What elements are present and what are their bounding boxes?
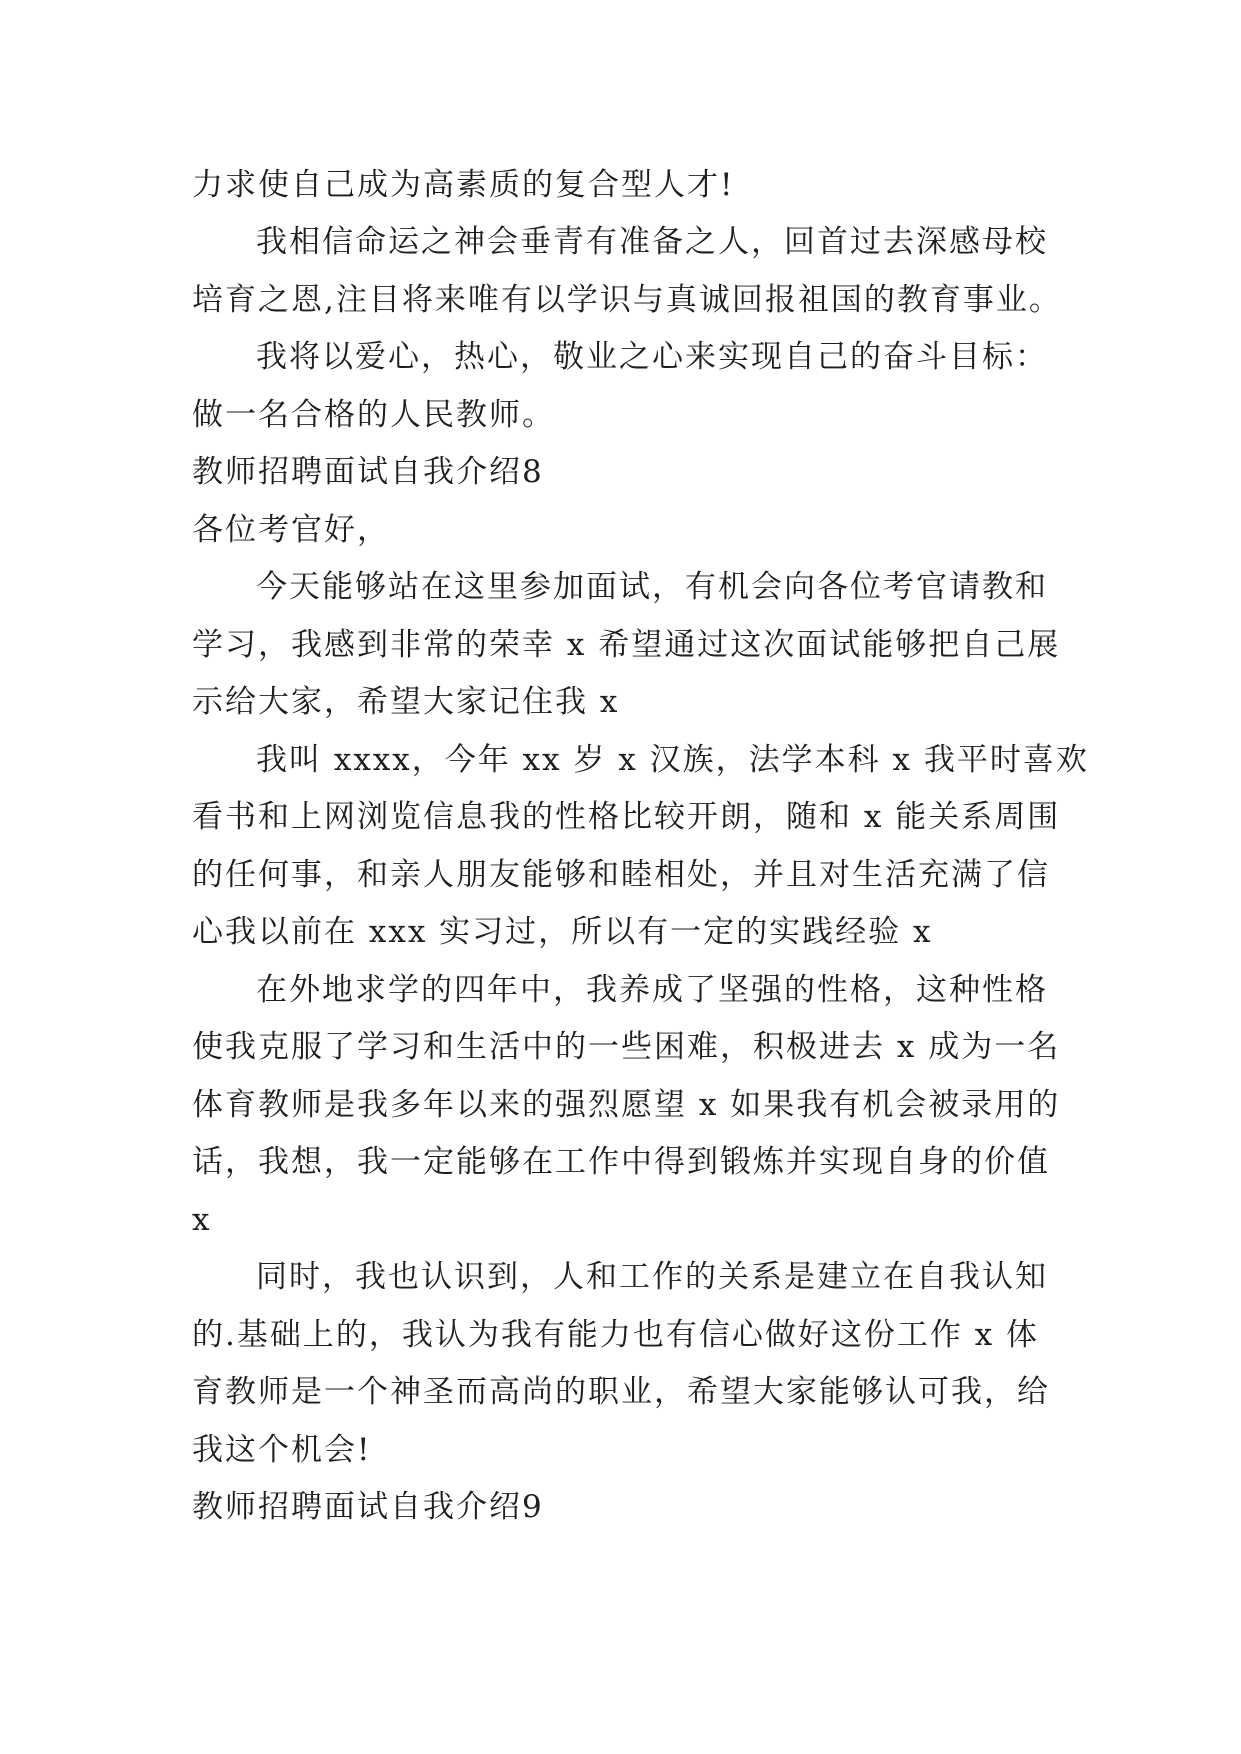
paragraph-line: 体育教师是我多年以来的强烈愿望 x 如果我有机会被录用的 bbox=[192, 1087, 1061, 1123]
paragraph-line: 看书和上网浏览信息我的性格比较开朗，随和 x 能关系周围 bbox=[192, 799, 1061, 835]
paragraph-line: 学习，我感到非常的荣幸 x 希望通过这次面试能够把自己展 bbox=[192, 627, 1061, 663]
section-heading: 教师招聘面试自我介绍9 bbox=[192, 1489, 544, 1525]
paragraph-line: 心我以前在 xxx 实习过，所以有一定的实践经验 x bbox=[192, 914, 933, 950]
paragraph-line: 今天能够站在这里参加面试，有机会向各位考官请教和 bbox=[256, 569, 1048, 605]
paragraph-line: 同时，我也认识到，人和工作的关系是建立在自我认知 bbox=[256, 1259, 1048, 1295]
greeting-line: 各位考官好， bbox=[192, 512, 390, 548]
paragraph-line: 育教师是一个神圣而高尚的职业，希望大家能够认可我，给 bbox=[192, 1374, 1050, 1410]
paragraph-line: 的.基础上的，我认为我有能力也有信心做好这份工作 x 体 bbox=[192, 1317, 1040, 1353]
paragraph-line: 我这个机会! bbox=[192, 1432, 372, 1468]
paragraph-line: 做一名合格的人民教师。 bbox=[192, 397, 555, 433]
paragraph-line: 我叫 xxxx，今年 xx 岁 x 汉族，法学本科 x 我平时喜欢 bbox=[256, 742, 1089, 778]
paragraph-line: 示给大家，希望大家记住我 x bbox=[192, 684, 620, 720]
paragraph-line: 在外地求学的四年中，我养成了坚强的性格，这种性格 bbox=[256, 972, 1048, 1008]
paragraph-line: 培育之恩,注目将来唯有以学识与真诚回报祖国的教育事业。 bbox=[192, 282, 1062, 318]
paragraph-line: 我相信命运之神会垂青有准备之人，回首过去深感母校 bbox=[256, 224, 1048, 260]
paragraph-line: 的任何事，和亲人朋友能够和睦相处，并且对生活充满了信 bbox=[192, 857, 1050, 893]
paragraph-line: 使我克服了学习和生活中的一些困难，积极进去 x 成为一名 bbox=[192, 1029, 1061, 1065]
section-heading: 教师招聘面试自我介绍8 bbox=[192, 454, 544, 490]
paragraph-line: 力求使自己成为高素质的复合型人才! bbox=[192, 167, 735, 203]
paragraph-line: 话，我想，我一定能够在工作中得到锻炼并实现自身的价值 bbox=[192, 1144, 1050, 1180]
paragraph-line: 我将以爱心，热心，敬业之心来实现自己的奋斗目标： bbox=[256, 339, 1048, 375]
paragraph-line: x bbox=[192, 1202, 212, 1238]
